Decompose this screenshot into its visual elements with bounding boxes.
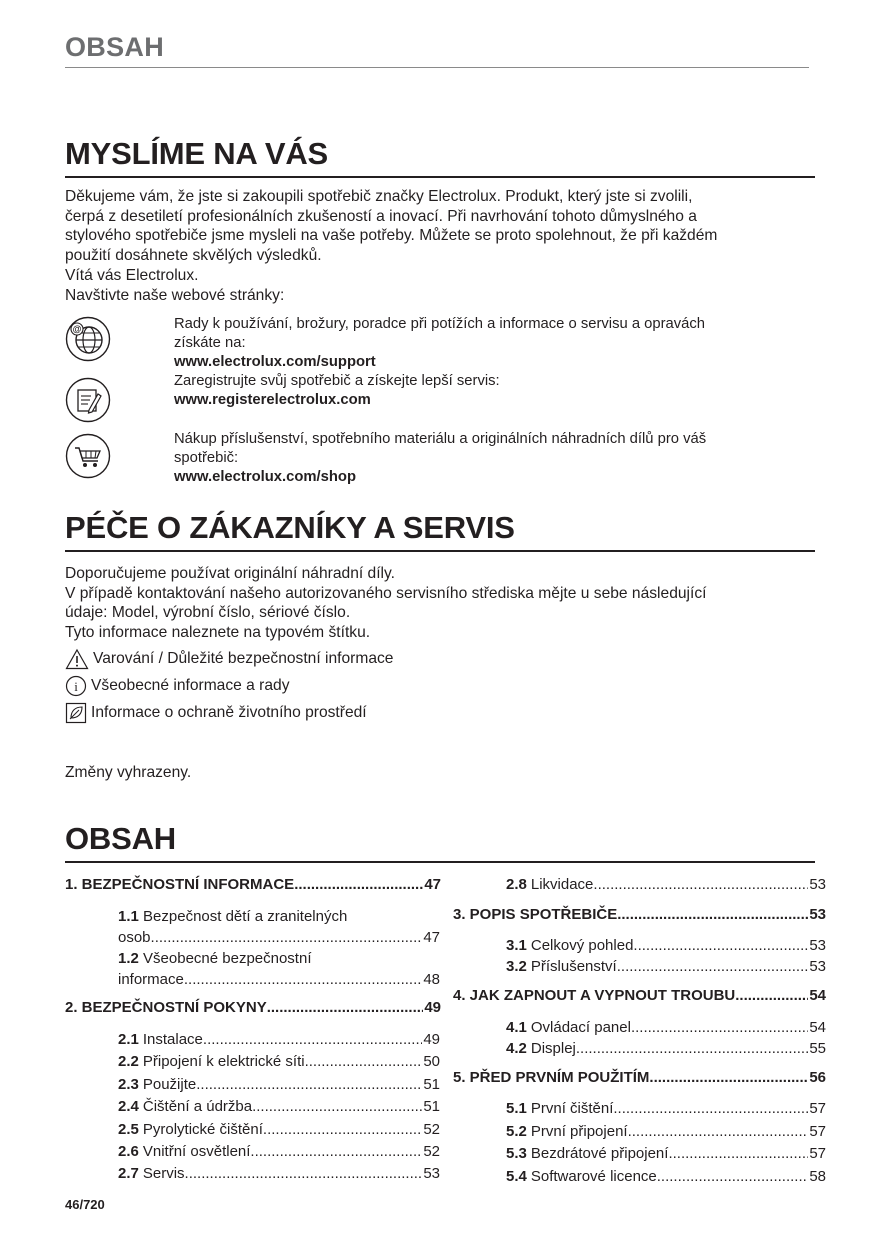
toc-chapter-label: 1. BEZPEČNOSTNÍ INFORMACE (65, 876, 295, 893)
care-line: údaje: Model, výrobní číslo, sériové číslo. (65, 604, 351, 622)
intro-line: použití dosáhnete skvělých výsledků. (65, 247, 322, 265)
warning-icon (65, 648, 89, 670)
toc-page: 54 (809, 987, 826, 1004)
toc-page: 56 (809, 1069, 826, 1086)
support-text: Rady k používání, brožury, poradce při potížích a informace o servisu a opravách (174, 316, 706, 332)
care-line: V případě kontaktování našeho autorizovaného servisního střediska mějte u sebe následující (65, 584, 707, 602)
toc-section-2-5[interactable]: 2.5 Pyrolytické čištění ..... 52 (118, 1119, 440, 1141)
toc-chapter-4[interactable] (453, 987, 826, 1004)
register-icon (65, 377, 111, 423)
changes-note: Změny vyhrazeny. (65, 764, 192, 781)
legend-info (65, 675, 290, 697)
cart-icon (65, 433, 111, 479)
legend-environment-text: Informace o ochraně životního prostředí (91, 704, 367, 721)
toc-section-number: 1.2 (118, 950, 139, 967)
support-link[interactable]: www.electrolux.com/support (174, 354, 376, 370)
toc-section-number: 1.1 (118, 908, 139, 925)
toc-chapter-label: 2. BEZPEČNOSTNÍ POKYNY (65, 999, 267, 1016)
toc-section-1-2[interactable] (118, 948, 440, 990)
intro-line: čerpá z desetiletí profesionálních zkušeností a inovací. Při navrhování tohoto důmyslného a (65, 207, 697, 225)
legend-environment (65, 702, 367, 724)
shop-info (174, 430, 814, 487)
toc-chapter-2[interactable] (65, 999, 441, 1016)
toc-section-2-7[interactable]: 2.7 Servis ..... 53 (118, 1163, 440, 1185)
toc-chapter-4-sections (506, 1017, 826, 1059)
toc-chapter-5-sections (506, 1098, 826, 1188)
toc-section-4-2[interactable]: 4.2 Displej ..... 55 (506, 1038, 826, 1059)
toc-section-2-8[interactable]: 2.8 Likvidace ..... 53 (506, 876, 826, 893)
care-line: Tyto informace naleznete na typovém štítku. (65, 624, 371, 642)
toc-chapter-label: 5. PŘED PRVNÍM POUŽITÍM (453, 1069, 650, 1086)
toc-section-label: Všeobecné bezpečnostní (143, 950, 312, 967)
toc-section-5-3[interactable]: 5.3 Bezdrátové připojení ..... 57 (506, 1143, 826, 1166)
running-header: OBSAH (65, 32, 165, 62)
section-rule (65, 550, 815, 552)
toc-title: OBSAH (65, 821, 176, 856)
toc-section-2-3[interactable]: 2.3 Použijte ..... 51 (118, 1074, 440, 1096)
shop-link[interactable]: www.electrolux.com/shop (174, 469, 356, 485)
toc-chapter-2-sections (118, 1029, 440, 1186)
section-rule (65, 861, 815, 863)
legend-warning (65, 648, 393, 670)
toc-chapter-label: 4. JAK ZAPNOUT A VYPNOUT TROUBU (453, 987, 736, 1004)
toc-chapter-3[interactable] (453, 906, 826, 923)
toc-page: 48 (423, 971, 440, 988)
toc-chapter-1[interactable] (65, 876, 441, 893)
page-number: 46/720 (65, 1197, 105, 1212)
shop-text: spotřebič: (174, 450, 239, 466)
register-link[interactable]: www.registerelectrolux.com (174, 392, 371, 408)
toc-page: 53 (809, 906, 826, 923)
toc-section-5-4[interactable]: 5.4 Softwarové licence ..... 58 (506, 1166, 826, 1189)
toc-section-5-2[interactable]: 5.2 První připojení ..... 57 (506, 1121, 826, 1144)
intro-line: stylového spotřebiče jsme mysleli na vaše potřeby. Můžete se proto spolehnout, že při každém (65, 227, 718, 245)
toc-section-2-4[interactable]: 2.4 Čištění a údržba ..... 51 (118, 1096, 440, 1118)
toc-chapter-label: 3. POPIS SPOTŘEBIČE (453, 906, 618, 923)
section-title-thinking: MYSLÍME NA VÁS (65, 136, 329, 171)
svg-text:@: @ (72, 324, 82, 334)
legend-warning-text: Varování / Důležité bezpečnostní informace (93, 650, 394, 667)
toc-section-3-2[interactable]: 3.2 Příslušenství ..... 53 (506, 956, 826, 977)
svg-text:i: i (74, 679, 78, 694)
support-info (174, 315, 814, 410)
register-text: Zaregistrujte svůj spotřebič a získejte lepší servis: (174, 373, 500, 389)
legend-info-text: Všeobecné informace a rady (91, 677, 290, 694)
care-paragraph (65, 564, 825, 643)
section-title-care: PÉČE O ZÁKAZNÍKY A SERVIS (65, 510, 515, 545)
section-rule (65, 176, 815, 178)
toc-section-label: Bezpečnost dětí a zranitelných (143, 908, 348, 925)
toc-section-2-6[interactable]: 2.6 Vnitřní osvětlení ..... 52 (118, 1141, 440, 1163)
header-rule (65, 67, 809, 68)
support-text: získáte na: (174, 335, 246, 351)
toc-chapter-5[interactable] (453, 1069, 826, 1086)
intro-paragraph (65, 187, 825, 305)
toc-section-5-1[interactable]: 5.1 První čištění ..... 57 (506, 1098, 826, 1121)
toc-section-1-1[interactable] (118, 906, 440, 948)
toc-section-4-1[interactable]: 4.1 Ovládací panel ..... 54 (506, 1017, 826, 1038)
toc-page: 47 (424, 876, 441, 893)
intro-line: Děkujeme vám, že jste si zakoupili spotřebič značky Electrolux. Produkt, který jste si zvolili, (65, 188, 693, 205)
toc-section-label-cont: informace (118, 971, 184, 988)
intro-line: Navštivte naše webové stránky: (65, 286, 285, 304)
globe-icon (65, 316, 111, 362)
shop-text: Nákup příslušenství, spotřebního materiálu a originálních náhradních dílů pro váš (174, 431, 707, 447)
care-line: Doporučujeme používat originální náhradní díly. (65, 565, 395, 582)
toc-section-2-2[interactable]: 2.2 Připojení k elektrické síti ..... 50 (118, 1051, 440, 1073)
toc-section-3-1[interactable]: 3.1 Celkový pohled ..... 53 (506, 935, 826, 956)
toc-section-2-1[interactable]: 2.1 Instalace ..... 49 (118, 1029, 440, 1051)
toc-page: 49 (424, 999, 441, 1016)
toc-chapter-3-sections (506, 935, 826, 977)
info-icon (65, 675, 87, 697)
intro-line: Vítá vás Electrolux. (65, 266, 199, 284)
leaf-icon (65, 702, 87, 724)
toc-section-label-cont: osob (118, 929, 151, 946)
toc-page: 47 (423, 929, 440, 946)
